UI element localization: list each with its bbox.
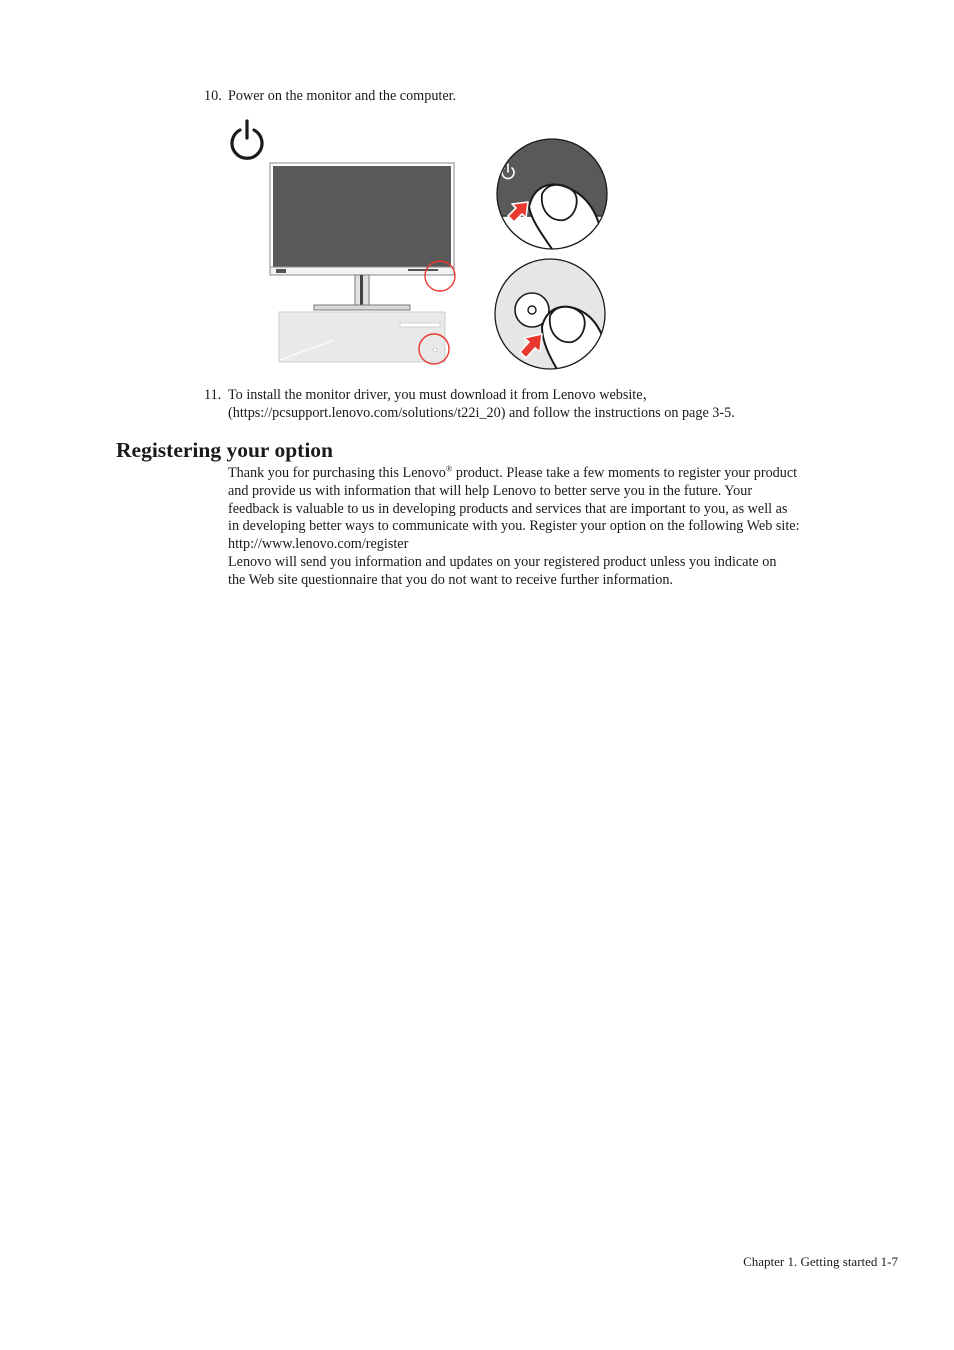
step-10 <box>204 87 824 107</box>
zoom-top-finger-press <box>494 138 614 252</box>
step-text: Power on the monitor and the computer. <box>228 88 457 104</box>
step-number: 10. <box>204 88 222 104</box>
desktop-pc-icon <box>279 312 449 364</box>
registered-mark: ® <box>445 463 453 474</box>
body-line: and provide us with information that will help Lenovo to better serve you in the future. Your <box>228 482 753 499</box>
body-text: Thank you for purchasing this Lenovo <box>228 465 446 481</box>
section-heading: Registering your option <box>116 438 333 462</box>
body-line: feedback is valuable to us in developing products and services that are important to you, as well as <box>228 500 788 517</box>
step-11 <box>204 386 884 426</box>
body-line: Lenovo will send you information and updates on your registered product unless you indicate on <box>228 553 777 570</box>
step-text-line-2: (https://pcsupport.lenovo.com/solutions/t22i_20) and follow the instructions on page 3-5. <box>228 405 735 421</box>
register-url-link[interactable]: http://www.lenovo.com/register <box>228 536 409 553</box>
step-text-line-1: To install the monitor driver, you must download it from Lenovo website， <box>228 387 657 403</box>
page-footer: Chapter 1. Getting started 1-7 <box>743 1254 898 1269</box>
monitor-icon <box>270 163 455 310</box>
registration-paragraph <box>228 464 878 589</box>
body-text: product. Please take a few moments to register your product <box>452 465 798 481</box>
body-line: the Web site questionnaire that you do not want to receive further information. <box>228 571 673 588</box>
body-line: in developing better ways to communicate with you. Register your option on the following Web site: <box>228 518 800 535</box>
power-on-illustration <box>224 112 624 374</box>
step-number: 11. <box>204 387 222 403</box>
zoom-bottom-finger-press <box>495 259 610 374</box>
power-icon <box>232 121 262 158</box>
body-line <box>228 464 878 482</box>
